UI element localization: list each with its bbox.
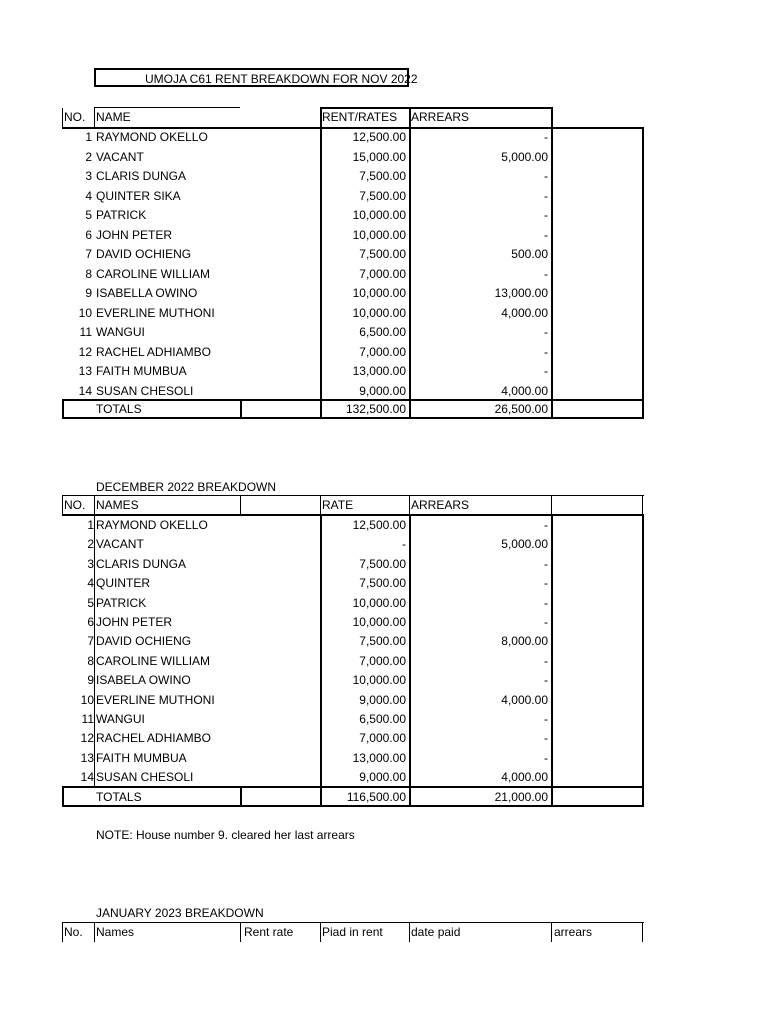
nov-row-no: 3 — [85, 169, 92, 183]
nov-line — [94, 108, 95, 128]
nov-row-arrears: - — [544, 188, 548, 203]
nov-line — [62, 108, 63, 128]
dec-line — [551, 514, 553, 807]
nov-row-no: 5 — [85, 208, 92, 222]
nov-header-no: NO. — [64, 110, 86, 124]
jan-title: JANUARY 2023 BREAKDOWN — [96, 906, 264, 920]
nov-row-arrears: - — [544, 130, 548, 144]
nov-row-name: QUINTER SIKA — [96, 188, 181, 203]
dec-row-rent: 13,000.00 — [352, 750, 406, 765]
nov-row-no: 8 — [85, 266, 92, 281]
dec-row-no: 10 — [80, 692, 94, 707]
dec-totals-arrears: 21,000.00 — [494, 790, 548, 804]
dec-line — [62, 786, 64, 807]
nov-row-arrears: 500.00 — [511, 247, 548, 261]
nov-header-arrears: ARREARS — [411, 110, 470, 124]
dec-row-no: 14 — [80, 770, 94, 785]
nov-row-no: 1 — [85, 130, 92, 144]
nov-row-no: 14 — [78, 383, 92, 398]
dec-title: DECEMBER 2022 BREAKDOWN — [96, 480, 277, 494]
dec-row-no: 13 — [80, 750, 94, 765]
nov-row-arrears: 4,000.00 — [501, 305, 548, 320]
dec-row-no: 2 — [87, 537, 94, 552]
dec-line — [409, 495, 410, 515]
dec-row-rent: - — [402, 537, 406, 552]
nov-row-arrears: - — [544, 344, 548, 359]
dec-row-rent: 9,000.00 — [359, 770, 406, 785]
dec-row-arrears: - — [544, 576, 548, 591]
nov-row-rent: 7,000.00 — [359, 266, 406, 281]
dec-row-arrears: - — [544, 712, 548, 726]
nov-row-name: ISABELLA OWINO — [96, 286, 198, 300]
jan-line — [551, 922, 552, 942]
dec-row-arrears: 4,000.00 — [501, 770, 548, 785]
nov-row-no: 6 — [85, 227, 92, 242]
dec-row-arrears: 4,000.00 — [501, 692, 548, 707]
nov-row-arrears: - — [544, 364, 548, 378]
nov-row-no: 10 — [78, 305, 92, 320]
nov-row-name: JOHN PETER — [96, 227, 173, 242]
nov-row-arrears: - — [544, 266, 548, 281]
dec-row-arrears: - — [544, 750, 548, 765]
dec-row-rent: 10,000.00 — [352, 595, 406, 610]
nov-row-no: 2 — [85, 149, 92, 164]
dec-row-rent: 7,500.00 — [359, 576, 406, 591]
jan-line — [409, 922, 410, 942]
dec-row-no: 11 — [81, 712, 94, 726]
dec-row-arrears: 8,000.00 — [501, 634, 548, 649]
nov-header-name: NAME — [96, 110, 131, 124]
dec-row-no: 3 — [87, 556, 94, 571]
dec-row-rent: 10,000.00 — [352, 673, 406, 688]
dec-row-rent: 6,500.00 — [359, 712, 406, 726]
dec-note: NOTE: House number 9. cleared her last arrears — [96, 828, 355, 842]
nov-header-rent: RENT/RATES — [322, 110, 398, 124]
nov-row-rent: 6,500.00 — [359, 325, 406, 339]
nov-row-arrears: - — [544, 169, 548, 183]
jan-line — [62, 922, 63, 942]
nov-row-name: SUSAN CHESOLI — [96, 383, 194, 398]
nov-line — [240, 399, 242, 419]
dec-row-no: 9 — [87, 673, 94, 688]
dec-line — [642, 514, 644, 807]
nov-row-name: DAVID OCHIENG — [96, 247, 192, 261]
nov-row-rent: 7,500.00 — [359, 188, 406, 203]
nov-row-arrears: 4,000.00 — [501, 383, 548, 398]
dec-row-rent: 7,000.00 — [359, 653, 406, 668]
jan-line — [320, 922, 321, 942]
dec-row-no: 4 — [87, 576, 94, 591]
dec-row-no: 12 — [80, 731, 94, 746]
dec-row-name: DAVID OCHIENG — [96, 634, 192, 649]
dec-row-name: ISABELA OWINO — [96, 673, 191, 688]
dec-row-rent: 10,000.00 — [352, 615, 406, 629]
dec-line — [551, 495, 552, 515]
nov-row-name: EVERLINE MUTHONI — [96, 305, 215, 320]
dec-row-name: RACHEL ADHIAMBO — [96, 731, 211, 746]
jan-header-rent: Rent rate — [244, 925, 294, 939]
nov-line — [551, 127, 553, 419]
nov-row-no: 13 — [78, 364, 92, 378]
jan-header-name: Names — [96, 925, 135, 939]
dec-row-rent: 12,500.00 — [352, 518, 406, 532]
dec-row-name: CAROLINE WILLIAM — [96, 653, 211, 668]
nov-row-no: 4 — [85, 188, 92, 203]
dec-totals-label: TOTALS — [96, 790, 142, 804]
nov-totals-arrears: 26,500.00 — [494, 402, 548, 416]
dec-row-rent: 7,500.00 — [359, 634, 406, 649]
nov-row-rent: 9,000.00 — [359, 383, 406, 398]
nov-row-rent: 7,500.00 — [359, 247, 406, 261]
nov-row-name: WANGUI — [96, 325, 145, 339]
nov-totals-rent: 132,500.00 — [345, 402, 406, 416]
dec-line — [62, 495, 63, 515]
nov-row-arrears: - — [544, 208, 548, 222]
dec-row-rent: 9,000.00 — [359, 692, 406, 707]
dec-header-arrears: ARREARS — [411, 498, 470, 512]
nov-row-name: PATRICK — [96, 208, 147, 222]
dec-row-no: 5 — [87, 595, 94, 610]
dec-row-name: CLARIS DUNGA — [96, 556, 187, 571]
nov-line — [551, 108, 553, 128]
dec-row-no: 8 — [87, 653, 94, 668]
jan-line — [94, 922, 95, 942]
dec-row-arrears: - — [544, 556, 548, 571]
nov-row-no: 11 — [79, 325, 92, 339]
dec-row-name: QUINTER — [96, 576, 150, 591]
nov-row-rent: 10,000.00 — [352, 305, 406, 320]
dec-row-arrears: - — [544, 673, 548, 688]
dec-line — [320, 495, 321, 515]
jan-line — [642, 922, 643, 942]
dec-row-name: EVERLINE MUTHONI — [96, 692, 215, 707]
jan-header-paid: Piad in rent — [322, 925, 383, 939]
nov-row-rent: 7,500.00 — [359, 169, 406, 183]
nov-row-name: RAYMOND OKELLO — [96, 130, 208, 144]
nov-row-name: CAROLINE WILLIAM — [96, 266, 211, 281]
nov-row-no: 7 — [85, 247, 92, 261]
dec-header-name: NAMES — [96, 498, 139, 512]
nov-row-name: CLARIS DUNGA — [96, 169, 187, 183]
nov-row-name: FAITH MUMBUA — [96, 364, 187, 378]
dec-header-no: NO. — [64, 498, 86, 512]
dec-line — [642, 495, 643, 515]
nov-row-rent: 10,000.00 — [352, 227, 406, 242]
nov-line — [642, 127, 644, 419]
nov-row-arrears: 13,000.00 — [494, 286, 548, 300]
dec-totals-rent: 116,500.00 — [346, 790, 406, 804]
dec-line — [240, 495, 241, 515]
jan-header-no: No. — [64, 925, 83, 939]
nov-totals-label: TOTALS — [96, 402, 142, 416]
nov-row-arrears: - — [544, 227, 548, 242]
dec-line — [240, 786, 242, 807]
dec-row-name: PATRICK — [96, 595, 147, 610]
dec-row-name: RAYMOND OKELLO — [96, 518, 208, 532]
dec-row-rent: 7,000.00 — [359, 731, 406, 746]
dec-row-no: 1 — [87, 518, 94, 532]
dec-row-name: WANGUI — [96, 712, 145, 726]
nov-row-rent: 10,000.00 — [352, 286, 406, 300]
dec-row-arrears: - — [544, 653, 548, 668]
nov-row-name: VACANT — [96, 149, 144, 164]
nov-row-rent: 7,000.00 — [359, 344, 406, 359]
nov-row-rent: 12,500.00 — [352, 130, 406, 144]
dec-row-name: SUSAN CHESOLI — [96, 770, 194, 785]
nov-title: UMOJA C61 RENT BREAKDOWN FOR NOV 2022 — [145, 72, 418, 86]
nov-row-no: 12 — [78, 344, 92, 359]
dec-row-arrears: 5,000.00 — [501, 537, 548, 552]
dec-row-rent: 7,500.00 — [359, 556, 406, 571]
dec-header-rent: RATE — [322, 498, 354, 512]
nov-row-rent: 13,000.00 — [352, 364, 406, 378]
jan-header-date: date paid — [411, 925, 461, 939]
jan-line — [240, 922, 241, 942]
dec-row-arrears: - — [544, 731, 548, 746]
dec-row-arrears: - — [544, 615, 548, 629]
nov-row-arrears: 5,000.00 — [501, 149, 548, 164]
nov-row-arrears: - — [544, 325, 548, 339]
dec-row-no: 7 — [87, 634, 94, 649]
dec-line — [94, 495, 95, 515]
dec-row-name: JOHN PETER — [96, 615, 173, 629]
dec-row-arrears: - — [544, 595, 548, 610]
nov-row-rent: 15,000.00 — [352, 149, 406, 164]
dec-row-arrears: - — [544, 518, 548, 532]
nov-row-name: RACHEL ADHIAMBO — [96, 344, 211, 359]
jan-header-arrears: arrears — [554, 925, 593, 939]
dec-row-name: VACANT — [96, 537, 144, 552]
nov-line — [62, 399, 64, 419]
nov-row-rent: 10,000.00 — [352, 208, 406, 222]
dec-line — [94, 514, 95, 787]
dec-row-no: 6 — [87, 615, 94, 629]
dec-row-name: FAITH MUMBUA — [96, 750, 187, 765]
nov-row-no: 9 — [85, 286, 92, 300]
